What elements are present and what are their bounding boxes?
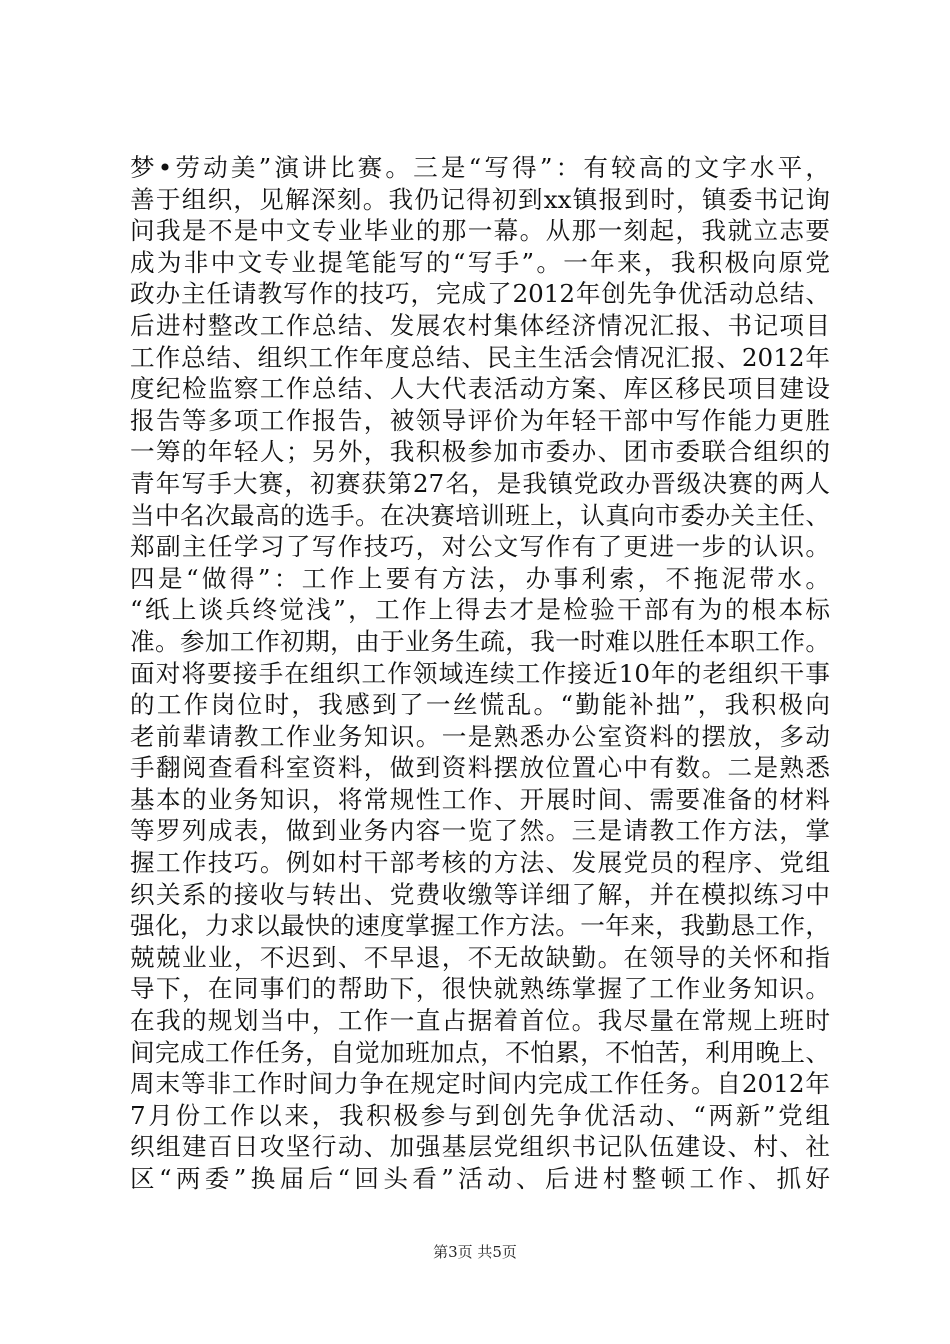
- text-line: 当中名次最高的选手。在决赛培训班上，认真向市委办关主任、: [130, 500, 830, 530]
- text-line: 问我是不是中文专业毕业的那一幕。从那一刻起，我就立志要: [130, 216, 830, 246]
- text-line: 成为非中文专业提笔能写的“写手”。一年来，我积极向原党: [130, 247, 830, 277]
- text-line: 导下，在同事们的帮助下，很快就熟练掌握了工作业务知识。: [130, 974, 830, 1004]
- page-footer: [0, 1241, 950, 1262]
- text-line: 在我的规划当中，工作一直占据着首位。我尽量在常规上班时: [130, 1006, 830, 1036]
- text-line: 7月份工作以来，我积极参与到创先争优活动、“两新”党组: [130, 1100, 830, 1130]
- text-line: 梦•劳动美”演讲比赛。三是“写得”：有较高的文字水平，: [130, 153, 830, 182]
- text-line: 织关系的接收与转出、党费收缴等详细了解，并在模拟练习中: [130, 879, 830, 909]
- text-line: 握工作技巧。例如村干部考核的方法、发展党员的程序、党组: [130, 848, 830, 878]
- text-line: 后进村整改工作总结、发展农村集体经济情况汇报、书记项目: [130, 310, 830, 340]
- page-number-label: 第3页 共5页: [433, 1243, 517, 1261]
- body-text: [130, 152, 830, 1195]
- text-line: 间完成工作任务，自觉加班加点，不怕累，不怕苦，利用晚上、: [130, 1037, 830, 1067]
- text-line: 的工作岗位时，我感到了一丝慌乱。“勤能补拙”，我积极向: [130, 690, 830, 720]
- text-line: 一筹的年轻人；另外，我积极参加市委办、团市委联合组织的: [130, 437, 830, 467]
- text-line: 政办主任请教写作的技巧，完成了2012年创先争优活动总结、: [130, 279, 830, 309]
- text-line: 兢兢业业，不迟到、不早退，不无故缺勤。在领导的关怀和指: [130, 942, 830, 972]
- text-line: 老前辈请教工作业务知识。一是熟悉办公室资料的摆放，多动: [130, 721, 830, 751]
- text-line: 度纪检监察工作总结、人大代表活动方案、库区移民项目建设: [130, 374, 830, 404]
- text-line: “纸上谈兵终觉浅”，工作上得去才是检验干部有为的根本标: [130, 595, 830, 625]
- text-line: 基本的业务知识，将常规性工作、开展时间、需要准备的材料: [130, 784, 830, 814]
- text-line: 等罗列成表，做到业务内容一览了然。三是请教工作方法，掌: [130, 816, 830, 846]
- text-line: 周末等非工作时间力争在规定时间内完成工作任务。自2012年: [130, 1069, 830, 1099]
- text-line: 善于组织，见解深刻。我仍记得初到xx镇报到时，镇委书记询: [130, 184, 830, 214]
- text-line: 工作总结、组织工作年度总结、民主生活会情况汇报、2012年: [130, 342, 830, 372]
- text-line: 强化，力求以最快的速度掌握工作方法。一年来，我勤恳工作，: [130, 911, 830, 941]
- text-line: 四是“做得”：工作上要有方法，办事利索，不拖泥带水。: [130, 563, 830, 593]
- text-line: 郑副主任学习了写作技巧，对公文写作有了更进一步的认识。: [130, 532, 830, 562]
- text-line: 手翻阅查看科室资料，做到资料摆放位置心中有数。二是熟悉: [130, 753, 830, 783]
- text-line: 青年写手大赛，初赛获第27名，是我镇党政办晋级决赛的两人: [130, 468, 830, 498]
- text-line: 报告等多项工作报告，被领导评价为年轻干部中写作能力更胜: [130, 405, 830, 435]
- text-line: 织组建百日攻坚行动、加强基层党组织书记队伍建设、村、社: [130, 1132, 830, 1162]
- text-line: 区“两委”换届后“回头看”活动、后进村整顿工作、抓好: [130, 1164, 830, 1193]
- text-line: 准。参加工作初期，由于业务生疏，我一时难以胜任本职工作。: [130, 626, 830, 656]
- text-line: 面对将要接手在组织工作领域连续工作接近10年的老组织干事: [130, 658, 830, 688]
